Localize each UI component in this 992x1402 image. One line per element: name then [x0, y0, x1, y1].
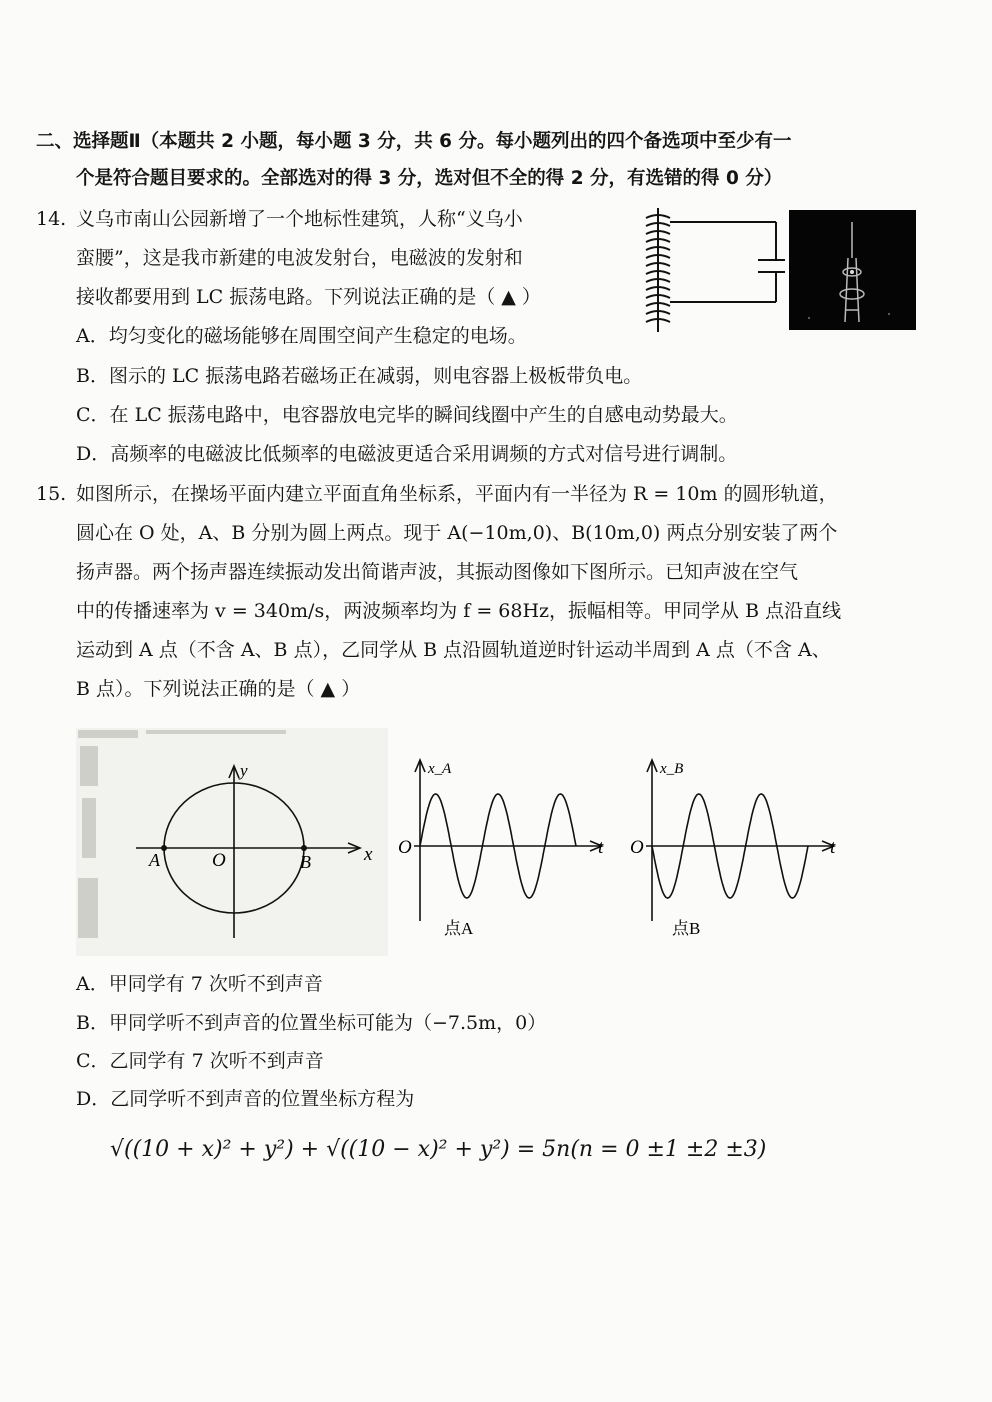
q15-stem-line2: 圆心在 O 处，A、B 分别为圆上两点。现于 A(−10m,0)、B(10m,0) 两点分别安装了两个	[76, 522, 838, 544]
graph-a-t-label: t	[598, 837, 604, 858]
graph-a-caption: 点A	[444, 919, 474, 938]
graph-a-axis-label: x_A	[428, 761, 452, 777]
q15-stem-line1: 如图所示，在操场平面内建立平面直角坐标系，平面内有一半径为 R = 10m 的圆形轨道，	[76, 483, 838, 505]
point-a-label: A	[149, 850, 160, 870]
q15-option-d: D．乙同学听不到声音的位置坐标方程为	[76, 1088, 415, 1110]
section-header-line2: 个是符合题目要求的。全部选对的得 3 分，选对但不全的得 2 分，有选错的得 0 分）	[76, 168, 783, 189]
q15-option-d-equation: √((10 + x)² + y²) + √((10 − x)² + y²) = 5n(n = 0 ±1 ±2 ±3)	[110, 1137, 767, 1162]
q14-option-d: D．高频率的电磁波比低频率的电磁波更适合采用调频的方式对信号进行调制。	[76, 443, 738, 465]
q14-option-a: A．均匀变化的磁场能够在周围空间产生稳定的电场。	[76, 325, 527, 347]
q14-stem-line1: 义乌市南山公园新增了一个地标性建筑，人称“义乌小	[76, 208, 523, 230]
q14-option-c: C．在 LC 振荡电路中，电容器放电完毕的瞬间线圈中产生的自感电动势最大。	[76, 404, 738, 426]
y-axis-label: y	[240, 761, 248, 780]
x-axis-label: x	[364, 844, 373, 865]
graph-b-origin: O	[630, 837, 644, 858]
q15-number: 15.	[36, 483, 67, 505]
graph-b-caption: 点B	[672, 919, 701, 938]
section-header-line1: 二、选择题Ⅱ（本题共 2 小题，每小题 3 分，共 6 分。每小题列出的四个备选项中至少有一	[36, 131, 792, 152]
graph-b-axis-label: x_B	[660, 761, 684, 777]
q14-stem-line3: 接收都要用到 LC 振荡电路。下列说法正确的是（ ▲ ）	[76, 286, 541, 308]
q15-option-c: C．乙同学有 7 次听不到声音	[76, 1050, 324, 1072]
q14-number: 14.	[36, 208, 67, 230]
circle-coordinate-figure	[76, 728, 388, 956]
q15-option-b: B．甲同学听不到声音的位置坐标可能为（−7.5m，0）	[76, 1012, 547, 1034]
tower-photo	[789, 210, 916, 330]
point-b-label: B	[300, 852, 311, 872]
q15-option-a: A．甲同学有 7 次听不到声音	[76, 973, 323, 995]
q15-stem-line5: 运动到 A 点（不含 A、B 点），乙同学从 B 点沿圆轨道逆时针运动半周到 A 点（不含 A、	[76, 639, 831, 661]
q14-option-b: B．图示的 LC 振荡电路若磁场正在减弱，则电容器上极板带负电。	[76, 365, 643, 387]
origin-label: O	[212, 850, 226, 871]
vibration-graph-b	[626, 756, 848, 946]
lc-circuit-figure	[640, 206, 785, 334]
q15-stem-line6: B 点）。下列说法正确的是（ ▲ ）	[76, 678, 361, 700]
vibration-graph-a	[394, 756, 616, 946]
q15-stem-line3: 扬声器。两个扬声器连续振动发出简谐声波，其振动图像如下图所示。已知声波在空气	[76, 561, 799, 583]
graph-b-t-label: t	[830, 837, 836, 858]
q15-stem-line4: 中的传播速率为 v = 340m/s，两波频率均为 f = 68Hz，振幅相等。甲同学从 B 点沿直线	[76, 600, 842, 622]
graph-a-origin: O	[398, 837, 412, 858]
q14-stem-line2: 蛮腰”，这是我市新建的电波发射台，电磁波的发射和	[76, 247, 523, 269]
